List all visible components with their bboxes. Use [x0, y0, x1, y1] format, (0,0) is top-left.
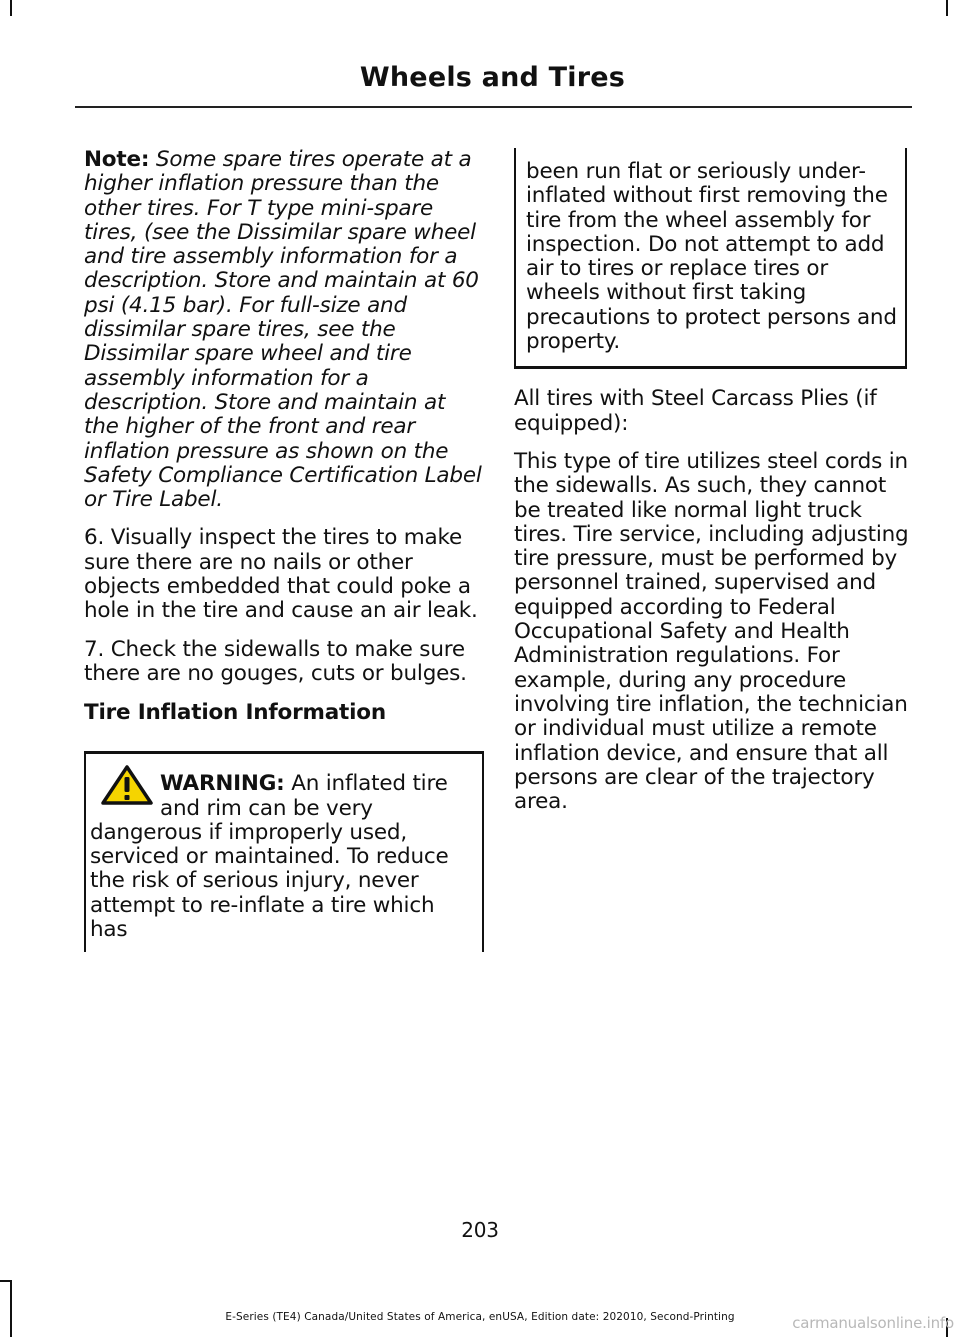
section-heading-tire-inflation: Tire Inflation Information — [84, 700, 386, 726]
header-divider — [75, 106, 912, 108]
warning-triangle-icon — [100, 764, 154, 806]
watermark: carmanualsonline.info — [792, 1313, 954, 1332]
right-column — [514, 148, 912, 828]
warning-box — [84, 751, 484, 952]
crop-mark-top-left — [10, 0, 12, 16]
note-label: Note: — [84, 147, 150, 172]
step-6: 6. Visually inspect the tires to make sure there are no nails or other objects embedded that could poke a hole in the tire and cause an air leak. — [84, 525, 478, 624]
warning-continued-text: been run flat or seriously under-inflated without first removing the tire from the wheel assembly for inspection. Do not attempt to add air to tires or replace tires or wheels without first taking precautions to protect persons and property. — [526, 159, 897, 355]
crop-mark-top-right — [946, 0, 948, 16]
note-text: Some spare tires operate at a higher inflation pressure than the other tires. For T type mini-spare tires, (see the Dissimilar spare wheel and tire assembly information for a description. Store and maintain at 60 psi (4.15 bar). For full-size and dissimilar spare tires, see the Dissimilar spare wheel and tire assembly information for a description. Store and maintain at the higher of the front and rear inflation pressure as shown on the Safety Compliance Certification Label or Tire Label. — [84, 147, 482, 513]
warning-text: An inflated tire and rim can be very dangerous if improperly used, serviced or maintained. To reduce the risk of serious injury, never attempt to re-inflate a tire which has — [90, 771, 449, 943]
steel-carcass-heading: All tires with Steel Carcass Plies (if equipped): — [514, 386, 877, 436]
left-column — [84, 148, 482, 952]
crop-mark-bottom-left-h — [0, 1280, 12, 1282]
edition-footer: E-Series (TE4) Canada/United States of America, enUSA, Edition date: 202010, Second-Printing — [225, 1311, 735, 1323]
warning-label: WARNING: — [160, 771, 285, 797]
page-title: Wheels and Tires — [359, 62, 625, 93]
page-number: 203 — [461, 1218, 499, 1242]
warning-box-continued — [514, 148, 907, 369]
spare-tire-note — [84, 148, 482, 512]
steel-carcass-text: This type of tire utilizes steel cords in the sidewalls. As such, they cannot be treated like normal light truck tires. Tire service, including adjusting tire pressure, must be performed by personnel trained, supervised and equipped according to Federal Occupational Safety and Health Administration regulations. For example, during any procedure involving tire inflation, the technician or individual must utilize a remote inflation device, and ensure that all persons are clear of the trajectory area. — [514, 448, 909, 815]
step-7: 7. Check the sidewalls to make sure there are no gouges, cuts or bulges. — [84, 636, 467, 686]
